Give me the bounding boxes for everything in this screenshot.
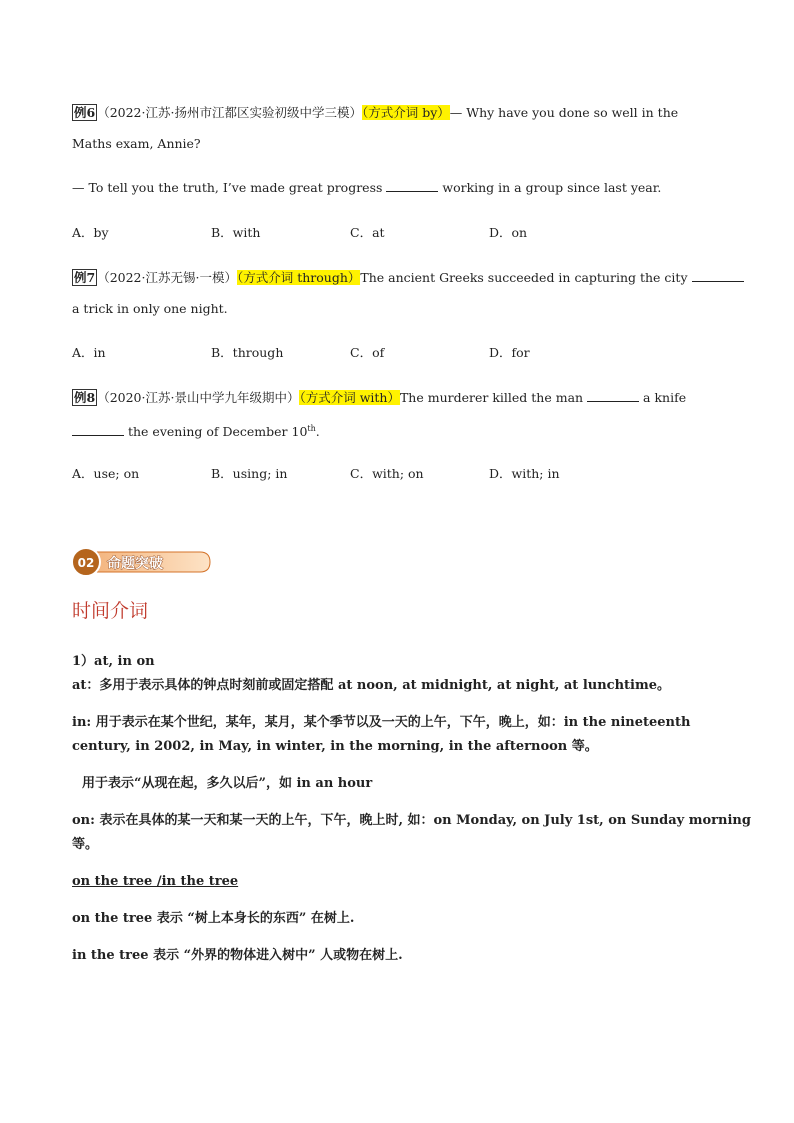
tree-in-note: in the tree 表示 “外界的物体进入树中” 人或物在树上. <box>72 948 403 963</box>
example-7-options <box>72 345 628 361</box>
option-a: A．in <box>72 345 106 360</box>
question-text: — Why have you done so well in the <box>449 105 679 120</box>
example-6-line2: Maths exam, Annie? <box>72 136 201 151</box>
tree-on-note: on the tree 表示 “树上本身长的东西” 在树上. <box>72 911 355 926</box>
answer-blank <box>386 180 438 192</box>
note-at: at：多用于表示具体的钟点时刻前或固定搭配 at noon, at midnight, at night, at lunchtime。 <box>72 678 671 693</box>
tree-heading: on the tree /in the tree <box>72 874 239 889</box>
section-badge <box>72 546 212 578</box>
example-6-options <box>72 225 628 241</box>
example-tag: 例7 <box>74 270 96 285</box>
example-source: （2022·江苏·扬州市江都区实验初级中学三模） <box>97 105 362 120</box>
option-b: B．using; in <box>211 466 288 481</box>
option-c: C．at <box>350 225 385 240</box>
note-in-line3: 用于表示“从现在起，多久以后”，如 in an hour <box>82 776 373 791</box>
badge-label: 命题突破 <box>107 556 163 572</box>
example-8-line2 <box>72 421 320 440</box>
option-b: B．with <box>211 225 261 240</box>
example-tag: 例8 <box>74 390 96 405</box>
option-d: D．with; in <box>489 466 560 481</box>
badge-number: 02 <box>77 556 95 570</box>
example-7-line2: a trick in only one night. <box>72 301 228 316</box>
example-category: （方式介词 by） <box>361 105 450 120</box>
example-6-line1 <box>72 105 678 121</box>
option-d: D．for <box>489 345 530 360</box>
example-tag: 例6 <box>74 105 96 120</box>
example-category: （方式介词 with） <box>299 390 400 405</box>
example-8-line1 <box>72 390 686 406</box>
question-end: . <box>315 424 320 440</box>
option-b: B．through <box>211 345 284 360</box>
example-6-answer <box>72 180 661 196</box>
answer-blank <box>692 270 744 282</box>
notes-heading: 1）at, in on <box>72 654 155 669</box>
note-on-line2: 等。 <box>72 837 99 852</box>
note-on-line1: on: 表示在具体的某一天和某一天的上午，下午，晚上时, 如：on Monday, on July 1st, on Sunday morning <box>72 813 751 828</box>
question-text: The murderer killed the man <box>399 390 588 405</box>
option-a: A．by <box>72 225 109 240</box>
option-c: C．of <box>350 345 385 360</box>
question-text-end: a knife <box>639 390 687 405</box>
example-7-line1 <box>72 270 744 286</box>
answer-pre: — To tell you the truth, I’ve made great progress <box>72 180 387 195</box>
option-c: C．with; on <box>350 466 424 481</box>
question-text: the evening of December 10 <box>124 424 308 440</box>
example-source: （2022·江苏无锡·一模） <box>97 270 237 285</box>
note-in-line1: in: 用于表示在某个世纪，某年，某月，某个季节以及一天的上午，下午，晚上，如：in the nineteenth <box>72 715 691 730</box>
option-d: D．on <box>489 225 528 240</box>
example-source: （2020·江苏·景山中学九年级期中） <box>97 390 300 405</box>
option-a: A．use; on <box>72 466 140 481</box>
note-in-line2: century, in 2002, in May, in winter, in the morning, in the afternoon 等。 <box>72 739 598 754</box>
answer-post: working in a group since last year. <box>438 180 662 195</box>
answer-blank <box>587 390 639 402</box>
superscript: th <box>307 424 316 433</box>
section-title: 时间介词 <box>72 600 149 622</box>
example-8-options <box>72 466 628 482</box>
answer-blank <box>72 424 124 436</box>
example-category: （方式介词 through） <box>236 270 361 285</box>
question-text: The ancient Greeks succeeded in capturing the city <box>360 270 692 285</box>
